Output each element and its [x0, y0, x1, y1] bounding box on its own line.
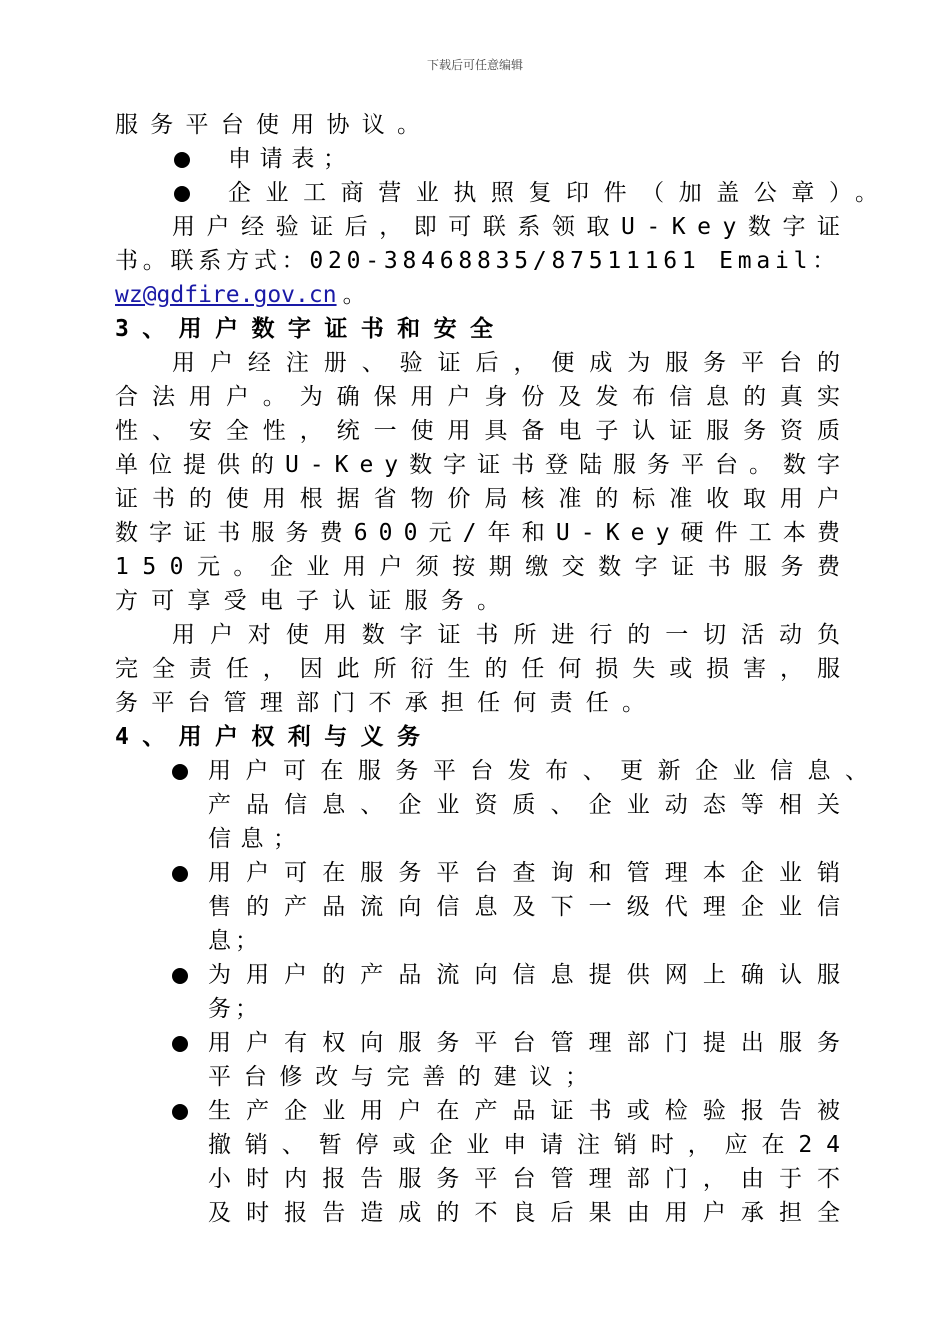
- line-text: 售的产品流向信息及下一级代理企业信: [208, 894, 856, 920]
- line-text: 服务平台使用协议。: [115, 112, 433, 138]
- line-tail-text: 。: [342, 282, 366, 308]
- text-line: [0, 278, 950, 312]
- text-line: [0, 210, 950, 244]
- text-line: [0, 142, 950, 176]
- text-line: [0, 176, 950, 210]
- line-text: 企业工商营业执照复印件（加盖公章）。: [228, 180, 893, 206]
- line-text: 务；: [208, 996, 262, 1022]
- line-text: 小时内报告服务平台管理部门，由于不: [208, 1166, 856, 1192]
- text-line: [0, 550, 950, 584]
- text-line: [0, 992, 950, 1026]
- line-text: 平台修改与完善的建议；: [208, 1064, 601, 1090]
- text-line: [0, 1162, 950, 1196]
- line-text: 完全责任，因此所衍生的任何损失或损害，服: [115, 656, 854, 682]
- text-line: [0, 1094, 950, 1128]
- text-line: [0, 686, 950, 720]
- section-heading: 4、用户权利与义务: [115, 724, 434, 750]
- bullet-icon: [172, 1036, 188, 1052]
- text-line: [0, 244, 950, 278]
- line-text: 合法用户。为确保用户身份及发布信息的真实: [115, 384, 854, 410]
- line-text: 方可享受电子认证服务。: [115, 588, 514, 614]
- bullet-icon: [172, 764, 188, 780]
- line-text: 信息；: [208, 826, 306, 852]
- line-text: 150元。企业用户须按期缴交数字证书服务费: [115, 554, 854, 580]
- text-line: [0, 754, 950, 788]
- text-line: [0, 890, 950, 924]
- page-header-note: 下载后可任意编辑: [426, 58, 523, 72]
- bullet-icon: [172, 866, 188, 882]
- line-text: 用户对使用数字证书所进行的一切活动负: [172, 622, 855, 648]
- text-line: [0, 720, 950, 754]
- line-text: 用户可在服务平台发布、更新企业信息、: [208, 758, 883, 784]
- line-text: 证书的使用根据省物价局核准的标准收取用户: [115, 486, 854, 512]
- text-line: [0, 1060, 950, 1094]
- text-line: [0, 822, 950, 856]
- line-text: 务平台管理部门不承担任何责任。: [115, 690, 659, 716]
- line-text: 用户可在服务平台查询和管理本企业销: [208, 860, 856, 886]
- line-text: 单位提供的U-Key数字证书登陆服务平台。数字: [115, 452, 851, 478]
- line-text: 书。联系方式：020-38468835/87511161 Email：: [115, 248, 840, 274]
- line-text: 用户经验证后，即可联系领取U-Key数字证: [172, 214, 852, 240]
- text-line: [0, 448, 950, 482]
- text-line: [0, 312, 950, 346]
- email-link[interactable]: wz@gdfire.gov.cn: [115, 282, 337, 308]
- line-text: 为用户的产品流向信息提供网上确认服: [208, 962, 856, 988]
- text-line: [0, 108, 950, 142]
- line-text: 性、安全性，统一使用具备电子认证服务资质: [115, 418, 854, 444]
- text-line: [0, 1196, 950, 1230]
- bullet-icon: [172, 968, 188, 984]
- line-text: 数字证书服务费600元/年和U-Key硬件工本费: [115, 520, 852, 546]
- text-line: [0, 958, 950, 992]
- line-text: 产品信息、企业资质、企业动态等相关: [208, 792, 856, 818]
- line-text: 用户有权向服务平台管理部门提出服务: [208, 1030, 856, 1056]
- text-line: [0, 618, 950, 652]
- text-line: [0, 788, 950, 822]
- line-text: 用户经注册、验证后，便成为服务平台的: [172, 350, 855, 376]
- text-line: [0, 924, 950, 958]
- bullet-icon: [174, 186, 190, 202]
- section-heading: 3、用户数字证书和安全: [115, 316, 507, 342]
- line-text: 申请表；: [228, 146, 355, 172]
- bullet-icon: [172, 1104, 188, 1120]
- text-line: [0, 346, 950, 380]
- text-line: [0, 856, 950, 890]
- text-line: [0, 414, 950, 448]
- text-line: [0, 1128, 950, 1162]
- text-line: [0, 1026, 950, 1060]
- text-line: [0, 516, 950, 550]
- line-text: 生产企业用户在产品证书或检验报告被: [208, 1098, 856, 1124]
- line-text: 撤销、暂停或企业申请注销时，应在24: [208, 1132, 854, 1158]
- text-line: [0, 652, 950, 686]
- bullet-icon: [174, 152, 190, 168]
- line-text: 及时报告造成的不良后果由用户承担全: [208, 1200, 856, 1226]
- line-text: 息；: [208, 928, 262, 954]
- text-line: [0, 380, 950, 414]
- text-line: [0, 584, 950, 618]
- text-line: [0, 482, 950, 516]
